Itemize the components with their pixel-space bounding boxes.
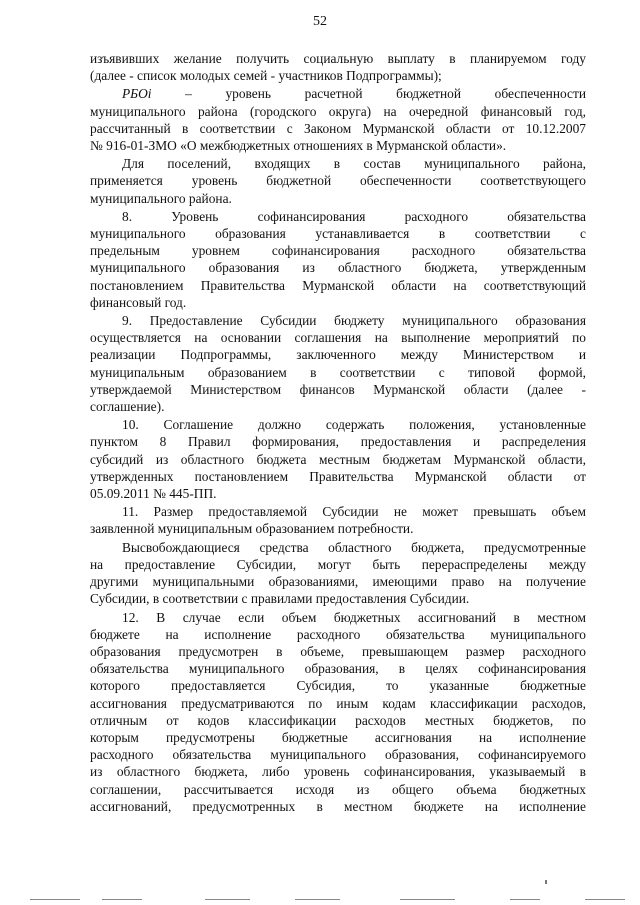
text-line: муниципального района (городского округа) на очередной финансовый год, — [90, 103, 586, 119]
text-line: бюджете на исполнение расходного обязательства муниципального — [90, 626, 586, 642]
text-line: на предоставление Субсидии, могут быть перераспределены между — [90, 556, 586, 572]
text-line: 05.09.2011 № 445-ПП. — [90, 486, 217, 502]
text-line: применяется уровень бюджетной обеспеченности соответствующего — [90, 173, 586, 189]
text-line: муниципального района. — [90, 190, 232, 206]
text-line: муниципального образования устанавливается в соответствии с — [90, 226, 586, 242]
text-line: № 916-01-ЗМО «О межбюджетных отношениях в Мурманской области». — [90, 138, 507, 154]
footer-rule — [102, 899, 142, 900]
text-fragment: – уровень расчетной бюджетной обеспеченности — [151, 86, 586, 102]
text-line: обязательства муниципального образования, в целях софинансирования — [90, 661, 586, 677]
text-line: 8. Уровень софинансирования расходного обязательства — [122, 208, 586, 224]
text-line: которым предусмотрены бюджетные ассигнования на исполнение — [90, 729, 586, 745]
footer-rule — [205, 899, 250, 900]
paragraph — [90, 50, 586, 84]
text-line: изъявивших желание получить социальную выплату в планируемом году — [90, 51, 586, 66]
paragraph — [90, 609, 586, 815]
paragraph — [90, 312, 586, 415]
text-line: образования предусмотрен в объеме, превышающем размер расходного — [90, 643, 586, 659]
text-line: заявленной муниципальным образованием потребности. — [90, 521, 414, 537]
paragraph — [90, 85, 586, 154]
page-number: 52 — [313, 14, 327, 29]
text-line: которого предоставляется Субсидия, то указанные бюджетные — [90, 678, 586, 694]
text-line: Субсидии, в соответствии с правилами предоставления Субсидии. — [90, 591, 470, 607]
text-line: субсидий из областного бюджета местным бюджетам Мурманской области, — [90, 451, 586, 467]
text-line: 9. Предоставление Субсидии бюджету муниципального образования — [122, 313, 586, 329]
formula-symbol: РБОi — [122, 86, 152, 102]
text-line: постановлением Правительства Мурманской области на соответствующий — [90, 277, 586, 293]
scan-mark — [545, 880, 547, 884]
paragraph — [90, 208, 586, 311]
paragraph — [90, 416, 586, 502]
document-body — [90, 50, 586, 816]
text-line: (далее - список молодых семей - участников Подпрограммы); — [90, 68, 442, 84]
text-line: осуществляется на основании соглашения на выполнение мероприятий по — [90, 330, 586, 346]
footer-rule — [510, 899, 540, 900]
paragraph — [90, 503, 586, 537]
paragraph — [90, 539, 586, 608]
text-line: финансовый год. — [90, 294, 187, 310]
text-line: из областного бюджета, либо уровень софинансирования, указываемый в — [90, 764, 586, 780]
paragraph — [90, 155, 586, 207]
text-line: ассигнования предусматриваются по иным кодам классификации расходов, — [90, 695, 586, 711]
text-line: муниципальным образованием в соответствии с типовой формой, — [90, 364, 586, 380]
text-line: ассигнований, предусмотренных в местном бюджете на исполнение — [90, 798, 586, 814]
footer-rule — [400, 899, 455, 900]
text-line: соглашении, рассчитывается исходя из общего объема бюджетных — [90, 781, 586, 797]
text-line: 11. Размер предоставляемой Субсидии не может превышать объем — [122, 504, 586, 520]
text-line: реализации Подпрограммы, заключенного между Министерством и — [90, 347, 586, 363]
text-line: утверждаемой Министерством финансов Мурманской области (далее - — [90, 381, 586, 397]
text-line: муниципального образования из областного бюджета, утвержденным — [90, 260, 586, 276]
footer-rule — [585, 899, 625, 900]
text-line: соглашение). — [90, 399, 165, 415]
text-line: пунктом 8 Правил формирования, предоставления и распределения — [90, 434, 586, 450]
footer-rule — [295, 899, 340, 900]
text-line: 12. В случае если объем бюджетных ассигнований в местном — [122, 609, 586, 625]
text-line: рассчитанный в соответствии с Законом Мурманской области от 10.12.2007 — [90, 120, 586, 136]
text-line: расходного обязательства муниципального образования, софинансируемого — [90, 747, 586, 763]
text-line: утвержденных постановлением Правительства Мурманской области от — [90, 468, 586, 484]
text-line: отличным от кодов классификации расходов местных бюджетов, по — [90, 712, 586, 728]
text-line: 10. Соглашение должно содержать положения, установленные — [122, 417, 586, 433]
text-line: Высвобождающиеся средства областного бюджета, предусмотренные — [122, 539, 586, 555]
footer-rule — [30, 899, 80, 900]
text-line: Для поселений, входящих в состав муниципального района, — [122, 156, 586, 172]
text-line: другими муниципальными образованиями, имеющими право на получение — [90, 574, 586, 590]
text-line: предельным уровнем софинансирования расходного обязательства — [90, 243, 586, 259]
text-line — [90, 85, 586, 102]
